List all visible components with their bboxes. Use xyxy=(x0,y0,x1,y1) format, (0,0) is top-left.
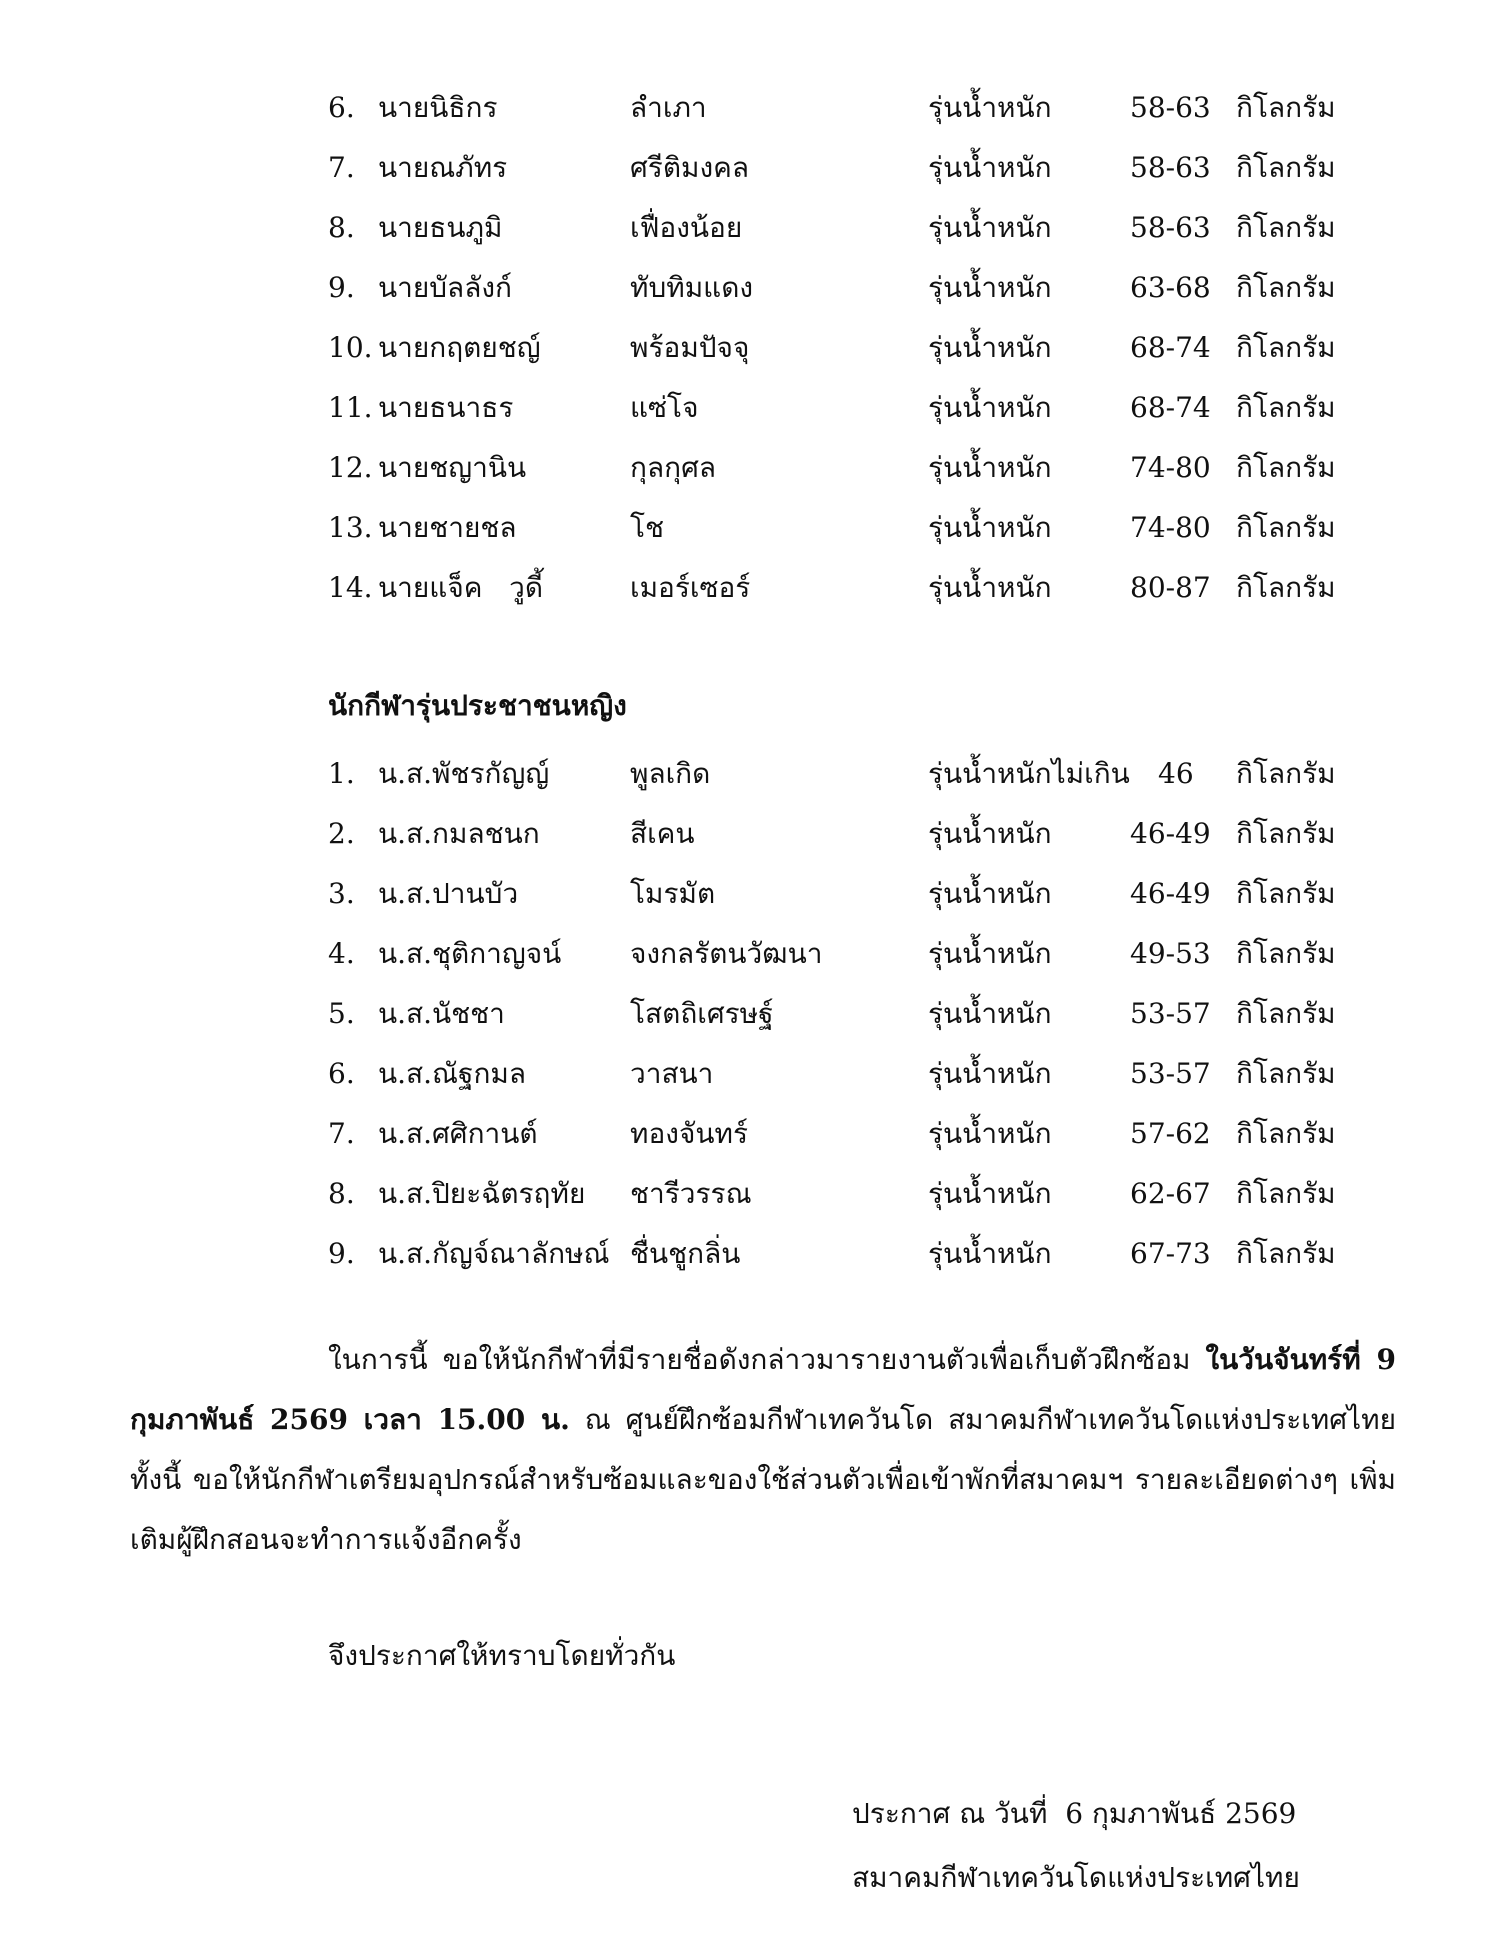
weight-range: 68-74 xyxy=(1130,391,1211,424)
weight-range: 58-63 xyxy=(1130,91,1211,124)
weight-range: 49-53 xyxy=(1130,937,1211,970)
weight-unit: กิโลกรัม xyxy=(1236,757,1336,790)
athlete-last-name: เฟื่องน้อย xyxy=(630,211,743,244)
weight-unit: กิโลกรัม xyxy=(1236,271,1336,304)
weight-class-label: รุ่นน้ำหนัก xyxy=(928,877,1052,910)
item-number: 7. xyxy=(328,1117,355,1150)
item-number: 7. xyxy=(328,151,355,184)
weight-class-label: รุ่นน้ำหนัก xyxy=(928,511,1052,544)
weight-range: 80-87 xyxy=(1130,571,1211,604)
item-number: 10. xyxy=(328,331,373,364)
weight-class-label: รุ่นน้ำหนัก xyxy=(928,817,1052,850)
list-item xyxy=(328,1104,1408,1164)
weight-range: 58-63 xyxy=(1130,151,1211,184)
weight-class-label: รุ่นน้ำหนัก xyxy=(928,211,1052,244)
list-item xyxy=(328,1044,1408,1104)
athlete-first-name: น.ส.ชุติกาญจน์ xyxy=(378,937,562,970)
list-item xyxy=(328,924,1408,984)
athlete-first-name: น.ส.ศศิกานต์ xyxy=(378,1117,538,1150)
list-item xyxy=(328,984,1408,1044)
organization-name: สมาคมกีฬาเทควันโดแห่งประเทศไทย xyxy=(852,1861,1300,1894)
item-number: 5. xyxy=(328,997,355,1030)
athlete-last-name: โสตถิเศรษฐ์ xyxy=(630,997,774,1030)
weight-unit: กิโลกรัม xyxy=(1236,997,1336,1030)
weight-range: 74-80 xyxy=(1130,511,1211,544)
weight-class-label: รุ่นน้ำหนัก xyxy=(928,1177,1052,1210)
item-number: 8. xyxy=(328,1177,355,1210)
women-athlete-list xyxy=(328,744,1408,1284)
athlete-last-name: แซ่โจ xyxy=(630,391,699,424)
list-item xyxy=(328,744,1408,804)
weight-range: 57-62 xyxy=(1130,1117,1211,1150)
weight-unit: กิโลกรัม xyxy=(1236,451,1336,484)
athlete-last-name: โมรมัต xyxy=(630,877,716,910)
athlete-first-name: นายนิธิกร xyxy=(378,91,498,124)
weight-class-label: รุ่นน้ำหนัก xyxy=(928,331,1052,364)
athlete-first-name: นายชญานิน xyxy=(378,451,527,484)
notice-text-part1: ในการนี้ ขอให้นักกีฬาที่มีรายชื่อดังกล่าวมารายงานตัวเพื่อเก็บตัวฝึกซ้อม xyxy=(328,1343,1206,1376)
weight-class-label: รุ่นน้ำหนัก xyxy=(928,937,1052,970)
weight-range: 46 xyxy=(1158,757,1194,790)
item-number: 2. xyxy=(328,817,355,850)
weight-unit: กิโลกรัม xyxy=(1236,937,1336,970)
weight-unit: กิโลกรัม xyxy=(1236,571,1336,604)
athlete-first-name: น.ส.ปิยะฉัตรฤทัย xyxy=(378,1177,586,1210)
weight-unit: กิโลกรัม xyxy=(1236,1237,1336,1270)
athlete-last-name: ชื่นชูกลิ่น xyxy=(630,1237,741,1270)
weight-class-label: รุ่นน้ำหนัก xyxy=(928,391,1052,424)
athlete-first-name: นายธนาธร xyxy=(378,391,514,424)
list-item xyxy=(328,258,1408,318)
weight-range: 68-74 xyxy=(1130,331,1211,364)
list-item xyxy=(328,498,1408,558)
item-number: 3. xyxy=(328,877,355,910)
item-number: 9. xyxy=(328,1237,355,1270)
weight-range: 46-49 xyxy=(1130,817,1211,850)
notice-date-time: ในวันจันทร์ที่ 9 กุมภาพันธ์ 2569 เวลา 15.00 น. xyxy=(130,1343,1396,1436)
athlete-last-name: โช xyxy=(630,511,665,544)
athlete-last-name: ศรีติมงคล xyxy=(630,151,750,184)
item-number: 13. xyxy=(328,511,373,544)
item-number: 4. xyxy=(328,937,355,970)
list-item xyxy=(328,1224,1408,1284)
weight-range: 63-68 xyxy=(1130,271,1211,304)
item-number: 6. xyxy=(328,91,355,124)
weight-unit: กิโลกรัม xyxy=(1236,1057,1336,1090)
item-number: 14. xyxy=(328,571,373,604)
athlete-last-name: สีเคน xyxy=(630,817,695,850)
weight-class-label: รุ่นน้ำหนัก xyxy=(928,1057,1052,1090)
list-item xyxy=(328,318,1408,378)
weight-range: 53-57 xyxy=(1130,997,1211,1030)
weight-unit: กิโลกรัม xyxy=(1236,877,1336,910)
athlete-first-name: น.ส.กมลชนก xyxy=(378,817,540,850)
weight-class-label: รุ่นน้ำหนัก xyxy=(928,1117,1052,1150)
weight-range: 53-57 xyxy=(1130,1057,1211,1090)
athlete-last-name: เมอร์เซอร์ xyxy=(630,571,751,604)
notice-text-part2: ณ ศูนย์ฝึกซ้อมกีฬาเทควันโด สมาคมกีฬาเทควันโดแห่งประเทศไทย ทั้งนี้ ขอให้นักกีฬาเตรียมอุปกรณ์สำหรับซ้อมและของใช้ส่วนตัวเพื่อเข้าพักที่สมาคมฯ รายละเอียดต่างๆ เพิ่มเติมผู้ฝึกสอนจะทำการแจ้งอีกครั้ง xyxy=(130,1403,1396,1556)
weight-unit: กิโลกรัม xyxy=(1236,1117,1336,1150)
athlete-first-name: น.ส.ณัฐกมล xyxy=(378,1057,527,1090)
weight-unit: กิโลกรัม xyxy=(1236,1177,1336,1210)
weight-unit: กิโลกรัม xyxy=(1236,91,1336,124)
athlete-first-name: นายแจ็ค วูดี้ xyxy=(378,571,544,604)
athlete-last-name: ทองจันทร์ xyxy=(630,1117,748,1150)
announcement-date: ประกาศ ณ วันที่ 6 กุมภาพันธ์ 2569 xyxy=(852,1797,1297,1830)
athlete-first-name: นายบัลลังก์ xyxy=(378,271,512,304)
item-number: 8. xyxy=(328,211,355,244)
list-item xyxy=(328,198,1408,258)
athlete-last-name: กุลกุศล xyxy=(630,451,716,484)
weight-range: 58-63 xyxy=(1130,211,1211,244)
weight-unit: กิโลกรัม xyxy=(1236,211,1336,244)
item-number: 9. xyxy=(328,271,355,304)
notice-paragraph xyxy=(130,1330,1396,1570)
weight-unit: กิโลกรัม xyxy=(1236,511,1336,544)
athlete-last-name: พร้อมปัจจุ xyxy=(630,331,750,364)
list-item xyxy=(328,378,1408,438)
weight-unit: กิโลกรัม xyxy=(1236,817,1336,850)
weight-range: 67-73 xyxy=(1130,1237,1211,1270)
athlete-first-name: นายธนภูมิ xyxy=(378,211,503,244)
weight-range: 74-80 xyxy=(1130,451,1211,484)
weight-class-label: รุ่นน้ำหนักไม่เกิน xyxy=(928,757,1130,790)
athlete-last-name: ชารีวรรณ xyxy=(630,1177,752,1210)
athlete-first-name: น.ส.ปานบัว xyxy=(378,877,519,910)
athlete-first-name: น.ส.กัญจ์ณาลักษณ์ xyxy=(378,1237,610,1270)
list-item xyxy=(328,1164,1408,1224)
athlete-first-name: นายกฤตยชญ์ xyxy=(378,331,541,364)
weight-unit: กิโลกรัม xyxy=(1236,391,1336,424)
women-section-title: นักกีฬารุ่นประชาชนหญิง xyxy=(328,689,627,722)
closing-line: จึงประกาศให้ทราบโดยทั่วกัน xyxy=(328,1639,676,1672)
weight-unit: กิโลกรัม xyxy=(1236,151,1336,184)
list-item xyxy=(328,78,1408,138)
item-number: 11. xyxy=(328,391,373,424)
weight-range: 46-49 xyxy=(1130,877,1211,910)
list-item xyxy=(328,804,1408,864)
list-item xyxy=(328,864,1408,924)
athlete-first-name: น.ส.พัชรกัญญ์ xyxy=(378,757,550,790)
athlete-last-name: ทับทิมแดง xyxy=(630,271,754,304)
athlete-last-name: จงกลรัตนวัฒนา xyxy=(630,937,823,970)
weight-class-label: รุ่นน้ำหนัก xyxy=(928,451,1052,484)
athlete-first-name: น.ส.นัชชา xyxy=(378,997,505,1030)
item-number: 6. xyxy=(328,1057,355,1090)
weight-class-label: รุ่นน้ำหนัก xyxy=(928,1237,1052,1270)
athlete-last-name: ลำเภา xyxy=(630,91,707,124)
athlete-last-name: พูลเกิด xyxy=(630,757,711,790)
item-number: 12. xyxy=(328,451,373,484)
athlete-last-name: วาสนา xyxy=(630,1057,714,1090)
weight-range: 62-67 xyxy=(1130,1177,1211,1210)
weight-class-label: รุ่นน้ำหนัก xyxy=(928,997,1052,1030)
weight-class-label: รุ่นน้ำหนัก xyxy=(928,571,1052,604)
weight-class-label: รุ่นน้ำหนัก xyxy=(928,271,1052,304)
item-number: 1. xyxy=(328,757,355,790)
weight-unit: กิโลกรัม xyxy=(1236,331,1336,364)
weight-class-label: รุ่นน้ำหนัก xyxy=(928,91,1052,124)
men-athlete-list xyxy=(328,78,1408,618)
athlete-first-name: นายณภัทร xyxy=(378,151,508,184)
athlete-first-name: นายชายชล xyxy=(378,511,517,544)
list-item xyxy=(328,138,1408,198)
list-item xyxy=(328,558,1408,618)
list-item xyxy=(328,438,1408,498)
weight-class-label: รุ่นน้ำหนัก xyxy=(928,151,1052,184)
